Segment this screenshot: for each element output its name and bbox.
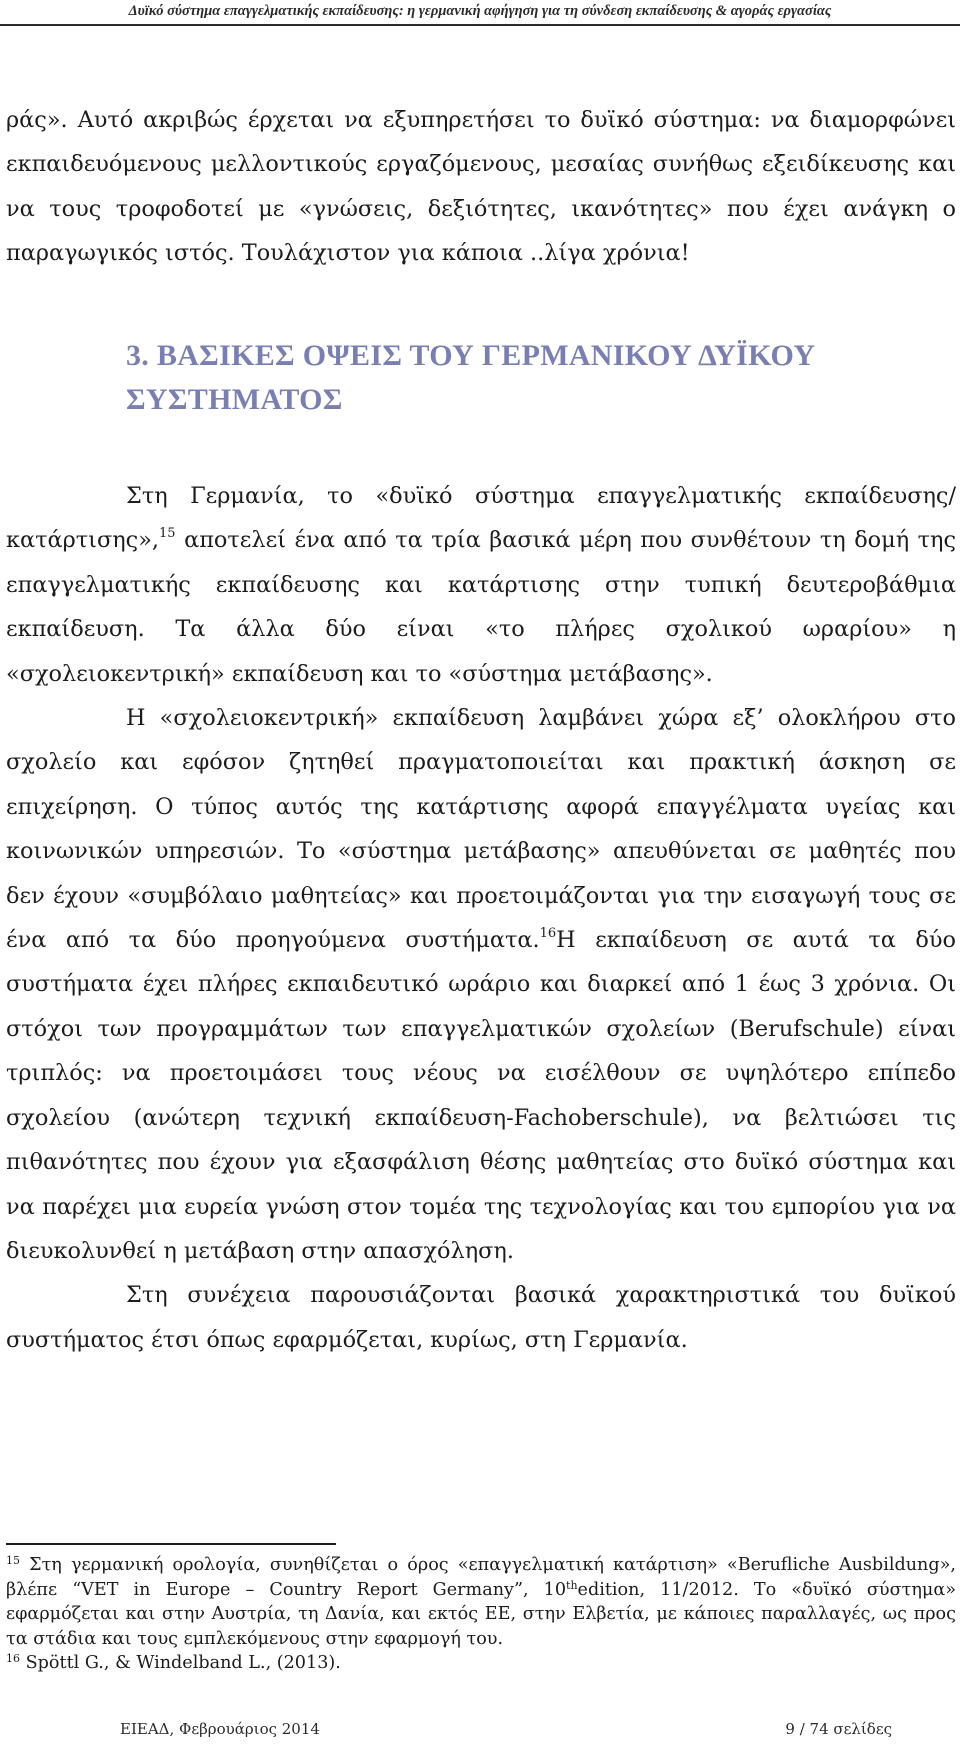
paragraph-dual-system: [6, 474, 956, 696]
footnote-text: Spöttl G., & Windelband L., (2013).: [20, 1653, 341, 1674]
paragraph-school-centric: [6, 696, 956, 1273]
paragraph-conclusion: Στη συνέχεια παρουσιάζονται βασικά χαρακτηριστικά του δυϊκού συστήματος έτσι όπως εφαρμόζεται, κυρίως, στη Γερμανία.: [6, 1282, 956, 1353]
footer-publisher-date: ΕΙΕΑΔ, Φεβρουάριος 2014: [120, 1720, 320, 1738]
footnote-text: edition, 11/2012. Το «δυϊκό σύστημα» εφαρμόζεται και στην Αυστρία, τη Δανία, και εκτός ΕΕ, στην Ελβετία, με κάποιες παραλλαγές, ως προς τα στάδια και τους εμπλεκόμενους στην εφαρμογή του.: [6, 1579, 956, 1649]
header-rule: [0, 24, 960, 26]
footnote-15: [6, 1553, 956, 1651]
main-body: [6, 474, 956, 1362]
footnote-text: Στη γερμανική ορολογία, συνηθίζεται ο όρος «επαγγελματική κατάρτιση» «Berufliche Ausbildung», βλέπε “VET in Europe – Country Report Germany”, 10: [6, 1555, 956, 1600]
footnotes: [6, 1553, 956, 1676]
footnote-number: 16: [6, 1652, 20, 1666]
paragraph-text: Η εκπαίδευση σε αυτά τα δύο συστήματα έχει πλήρες εκπαιδευτικό ωράριο και διαρκεί από 1 έως 3 χρόνια. Οι στόχοι των προγραμμάτων των επαγγελματικών σχολείων (Berufschule) είναι τριπλός: να προετοιμάσει τους νέους να εισέλθουν σε υψηλότερο επίπεδο σχολείου (ανώτερη τεχνική εκπαίδευση-Fachoberschule), να βελτιώσει τις πιθανότητες που έχουν για εξασφάλιση θέσης μαθητείας στο δυϊκό σύστημα και να παρέχει μια ευρεία γνώση στον τομέα της τεχνολογίας και του εμπορίου για να διευκολυνθεί η μετάβαση στην απασχόληση.: [6, 927, 956, 1264]
footnote-number: 15: [6, 1554, 20, 1567]
paragraph-text: αποτελεί ένα από τα τρία βασικά μέρη που συνθέτουν τη δομή της επαγγελματικής εκπαίδευσης και κατάρτισης στην τυπική δευτεροβάθμια εκπαίδευση. Τα άλλα δύο είναι «το πλήρες σχολικού ωραρίου» η «σχολειοκεντρική» εκπαίδευση και το «σύστημα μετάβασης».: [6, 527, 956, 687]
ordinal-suffix: th: [566, 1578, 578, 1592]
footnote-16: [6, 1651, 956, 1676]
intro-paragraph: ράς». Αυτό ακριβώς έρχεται να εξυπηρετήσει το δυϊκό σύστημα: να διαμορφώνει εκπαιδευόμενους μελλοντικούς εργαζόμενους, μεσαίας συνήθως εξειδίκευσης και να τους τροφοδοτεί με «γνώσεις, δεξιότητες, ικανότητες» που έχει ανάγκη ο παραγωγικός ιστός. Τουλάχιστον για κάποια ..λίγα χρόνια!: [6, 107, 956, 267]
footnote-ref-16[interactable]: 16: [539, 926, 557, 942]
section-heading: 3. ΒΑΣΙΚΕΣ ΟΨΕΙΣ ΤΟΥ ΓΕΡΜΑΝΙΚΟΥ ΔΥΪΚΟΥ ΣΥΣΤΗΜΑΤΟΣ: [126, 339, 816, 416]
paragraph-text: Στη Γερμανία, το «δυϊκό σύστημα επαγγελματικής εκπαίδευσης/ κατάρτισης»,: [6, 483, 956, 554]
running-header-title: Δυϊκό σύστημα επαγγελματικής εκπαίδευσης: η γερμανική αφήγηση για τη σύνδεση εκπαίδευσης & αγοράς εργασίας: [128, 3, 832, 19]
footnote-ref-15[interactable]: 15: [159, 526, 176, 542]
footnote-rule: [6, 1543, 336, 1545]
footer-page-count: 9 / 74 σελίδες: [785, 1720, 892, 1738]
paragraph-text: Η «σχολειοκεντρική» εκπαίδευση λαμβάνει χώρα εξ’ ολοκλήρου στο σχολείο και εφόσον ζητηθεί πραγματοποιείται και πρακτική άσκηση σε επιχείρηση. Ο τύπος αυτός της κατάρτισης αφορά επαγγέλματα υγείας και κοινωνικών υπηρεσιών. Το «σύστημα μετάβασης» απευθύνεται σε μαθητές που δεν έχουν «συμβόλαιο μαθητείας» και προετοιμάζονται για την εισαγωγή τους σε ένα από τα δύο προηγούμενα συστήματα.: [6, 705, 956, 954]
